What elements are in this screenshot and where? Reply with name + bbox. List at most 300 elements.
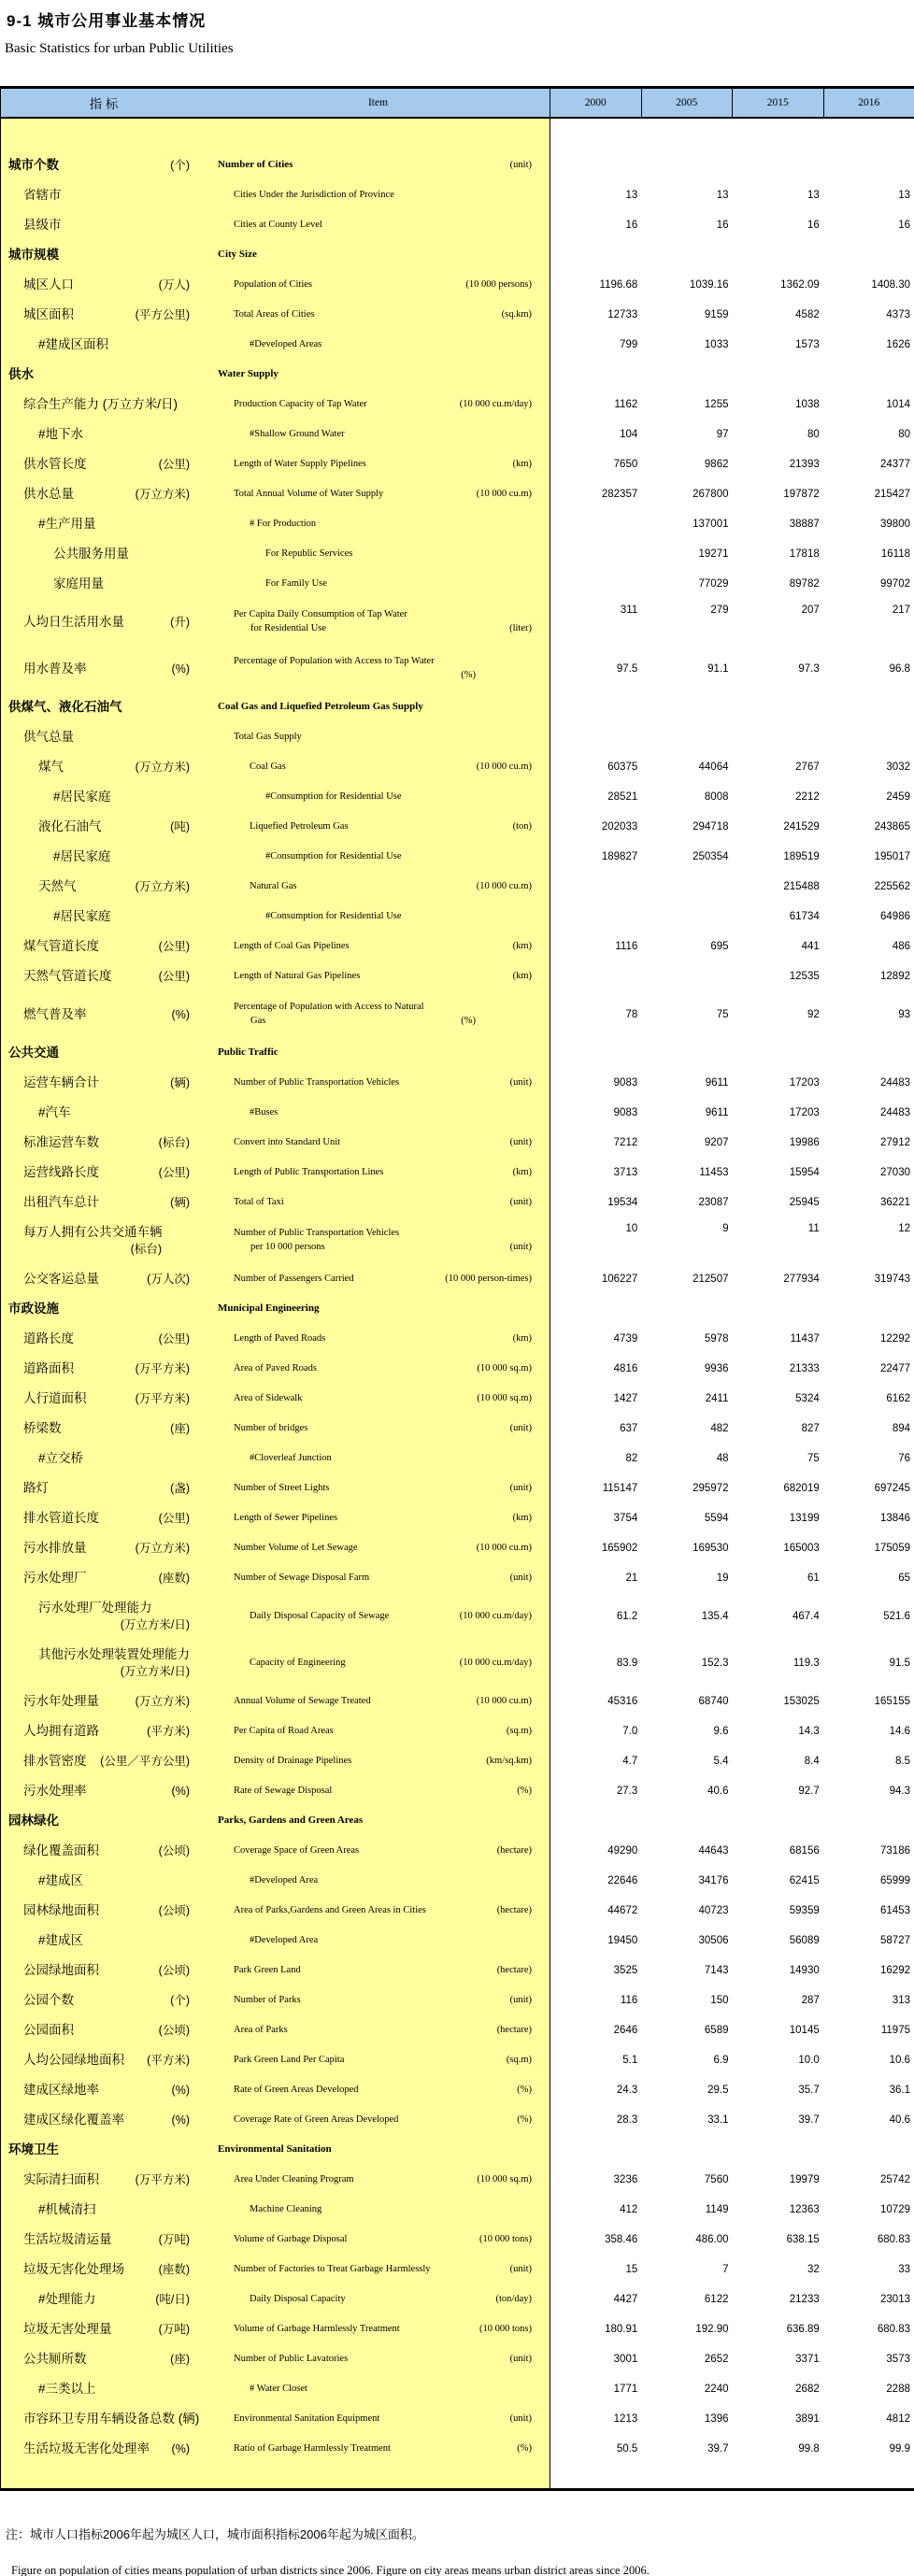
value-cell-2015: 277934 [783,1274,820,1285]
value-cell-2016: 40.6 [889,2114,910,2126]
item-cell [207,902,550,932]
indicator-label-cn: 综合生产能力 (万立方米/日) [23,396,178,411]
indicator-unit-cn: (座数) [158,1571,190,1585]
indicator-cell [1,2284,207,2314]
indicator-label-cn: #三类以上 [38,2381,96,2396]
table-row [1,270,914,300]
indicator-label-cn: 供水管长度 [23,456,87,471]
indicator-cell [1,2255,207,2284]
row-labels [1,300,550,330]
value-cell-2015 [733,1038,823,1068]
item-label-en: City Size [218,249,257,261]
indicator-label-cn: #立交桥 [38,1450,84,1465]
table-row [1,390,914,420]
value-cell-2015: 19986 [789,1137,820,1148]
indicator-label-cn: 供煤气、液化石油气 [8,699,122,714]
value-cell-2015: 16 [807,220,820,231]
item-label-en: Coal Gas and Liquefied Petroleum Gas Supply [218,701,423,713]
item-cell [207,449,550,479]
value-cell-2015 [733,150,823,180]
table-row [1,2374,914,2404]
indicator-unit-cn: (公里) [158,1331,190,1345]
item-unit-en: (10 000 cu.m) [476,761,532,772]
indicator-label-cn: 公园面积 [23,2022,74,2037]
row-labels [1,2225,550,2255]
item-unit-en: (unit) [509,1136,532,1147]
value-cell-2016 [823,1294,914,1324]
indicator-label-cn: 建成区绿地率 [23,2082,99,2097]
item-cell [207,1038,550,1068]
item-cell [207,2045,550,2075]
item-cell [207,1926,550,1956]
table-row [1,1806,914,1836]
value-cell-2015 [733,360,823,390]
item-cell [207,569,550,599]
indicator-label-cn: 污水年处理量 [23,1693,99,1708]
row-labels [1,722,550,752]
indicator-unit-cn: (公顷) [158,1843,190,1857]
item-cell [207,1188,550,1217]
value-cell-2005: 2411 [705,1393,729,1404]
indicator-unit-cn-line2: (万立方米/日) [120,1617,190,1631]
value-cell-2000 [550,722,641,752]
table-row [1,360,914,390]
table-row [1,1158,914,1188]
indicator-cell [1,1354,207,1384]
item-unit-en: (km) [512,1512,532,1523]
table-row [1,692,914,722]
value-cell-2016: 697245 [874,1483,910,1494]
value-cell-2016: 27030 [880,1167,910,1178]
value-cell-2005: 68740 [698,1696,729,1707]
value-cell-2015: 10145 [789,2025,820,2036]
item-cell [207,1533,550,1563]
indicator-cell [1,2075,207,2105]
indicator-cell [1,961,207,991]
row-labels [1,150,550,180]
row-labels [1,1866,550,1896]
item-label-en: Per Capita Daily Consumption of Tap Water [234,609,407,620]
indicator-cell [1,1640,207,1686]
indicator-unit-cn: (万立方米) [135,1694,190,1708]
item-label-en: Environmental Sanitation Equipment [234,2412,380,2424]
value-cell-2015: 467.4 [792,1611,820,1622]
value-cell-2000: 412 [620,2204,638,2215]
item-cell [207,872,550,902]
item-unit-en-line2: (%) [461,670,476,680]
value-cell-2015: 3371 [795,2354,820,2365]
value-cell-2016: 2288 [886,2384,910,2395]
indicator-unit-cn: (个) [170,158,190,172]
item-unit-en: (km) [512,1166,532,1177]
indicator-cell [1,150,207,180]
indicator-cell [1,1776,207,1806]
value-cell-2005: 5978 [704,1333,729,1345]
value-cell-2005: 40.6 [707,1786,729,1797]
indicator-cell [1,2135,207,2165]
row-labels [1,240,550,270]
value-cell-2015: 21333 [789,1363,820,1374]
indicator-unit-cn: (升) [170,615,190,629]
indicator-cell [1,1098,207,1128]
item-label-en: Public Traffic [218,1046,278,1059]
value-cell-2005: 2240 [704,2384,729,2395]
indicator-label-cn: 绿化覆盖面积 [23,1843,99,1857]
indicator-unit-cn: (万平方米) [135,1361,190,1375]
value-cell-2016: 99.9 [889,2443,910,2455]
indicator-unit-cn: (座) [170,2352,190,2366]
indicator-cell [1,2195,207,2225]
value-cell-2005: 75 [716,1009,729,1020]
value-cell-2016: 3032 [886,761,910,773]
value-cell-2000 [550,539,641,569]
item-label-en: Water Supply [218,368,278,380]
item-label-en: For Family Use [265,577,327,589]
indicator-unit-cn: (平方米) [147,1724,190,1738]
table-row [1,991,914,1038]
value-cell-2015: 21393 [789,459,820,470]
item-cell [207,1158,550,1188]
value-cell-2016: 12892 [880,971,910,982]
indicator-unit-cn: (吨/日) [155,2292,190,2306]
indicator-label-cn: 道路长度 [23,1331,74,1345]
row-labels [1,961,550,991]
table-row [1,842,914,872]
indicator-cell [1,2314,207,2344]
table-row [1,300,914,330]
indicator-label-cn: 城市规模 [8,247,59,262]
value-cell-2016 [823,2135,914,2165]
value-cell-2016: 96.8 [889,663,910,675]
item-label-en: Natural Gas [250,880,297,891]
value-cell-2015 [733,1806,823,1836]
value-cell-2015: 13199 [789,1513,820,1524]
item-label-en: Coverage Rate of Green Areas Developed [234,2113,399,2125]
item-label-en: Park Green Land Per Capita [234,2054,345,2065]
indicator-cell [1,1217,207,1264]
item-cell [207,270,550,300]
indicator-cell [1,569,207,599]
table-row [1,646,914,692]
table-row [1,599,914,646]
indicator-cell [1,270,207,300]
item-label-en: Rate of Sewage Disposal [234,1785,333,1796]
value-cell-2015: 1038 [795,399,820,410]
table-row [1,1473,914,1503]
item-unit-en: (km) [512,1332,532,1344]
indicator-unit-cn: (%) [171,2113,190,2127]
indicator-label-cn: 运营线路长度 [23,1164,99,1179]
indicator-unit-cn: (万立方米) [135,879,190,893]
item-label-en: Number of Cities [218,159,293,171]
item-cell [207,1098,550,1128]
table-row [1,2135,914,2165]
indicator-unit-cn: (公里) [158,939,190,953]
indicator-label-cn: 城区面积 [23,306,74,321]
indicator-label-cn: 实际清扫面积 [23,2171,99,2186]
row-labels [1,692,550,722]
item-unit-en: (10 000 cu.m) [476,1695,532,1706]
item-label-en: Coal Gas [250,761,286,772]
table-row [1,2434,914,2464]
indicator-unit-cn: (%) [171,2083,190,2097]
value-cell-2005 [641,360,732,390]
value-cell-2000: 799 [620,339,638,350]
indicator-cell [1,1324,207,1354]
indicator-label-cn: 煤气管道长度 [23,938,99,953]
row-labels [1,752,550,782]
value-cell-2000: 180.91 [605,2324,638,2335]
value-cell-2005: 33.1 [707,2114,729,2126]
row-labels [1,902,550,932]
table-row [1,2015,914,2045]
item-unit-en: (sq.m) [506,2054,532,2065]
value-cell-2000: 3713 [613,1167,638,1178]
value-cell-2016: 10729 [880,2204,910,2215]
value-cell-2016: 80 [898,429,910,440]
table-row [1,150,914,180]
indicator-unit-cn: (辆) [170,1075,190,1089]
value-cell-2016: 13 [898,190,910,201]
indicator-label-cn: 人行道面积 [23,1390,87,1405]
row-labels [1,812,550,842]
indicator-label-cn: 道路面积 [23,1360,74,1375]
indicator-label-cn: 用水普及率 [23,661,87,676]
indicator-cell [1,1038,207,1068]
row-labels [1,1746,550,1776]
item-label-en: #Buses [250,1106,278,1117]
indicator-label-cn: 标准运营车数 [23,1134,99,1149]
table-row [1,1776,914,1806]
indicator-label-cn: 液化石油气 [38,818,102,833]
value-cell-2005 [641,902,732,932]
indicator-cell [1,932,207,961]
value-cell-2000: 115147 [602,1483,638,1494]
value-cell-2016: 6162 [886,1393,910,1404]
item-unit-en: (km/sq.km) [486,1755,532,1766]
item-cell [207,2165,550,2195]
item-label-en: Area Under Cleaning Program [234,2173,354,2185]
item-label-en: Area of Sidewalk [234,1392,303,1403]
row-labels [1,2045,550,2075]
value-cell-2005: 9862 [704,459,729,470]
item-unit-en: (hectare) [496,1844,532,1856]
indicator-label-cn: 天然气管道长度 [23,968,112,983]
value-cell-2000: 282357 [601,489,638,500]
item-label-en: Length of Paved Roads [234,1332,326,1344]
value-cell-2016: 319743 [874,1274,910,1285]
value-cell-2015: 636.89 [786,2324,820,2335]
value-cell-2016: 486 [892,941,910,952]
table-row [1,1593,914,1640]
indicator-cell [1,300,207,330]
item-cell [207,1414,550,1444]
item-unit-en: (unit) [509,2353,532,2364]
value-cell-2005: 5.4 [713,1756,729,1767]
item-cell [207,1264,550,1294]
value-cell-2005: 486.00 [695,2234,729,2245]
table-row [1,1068,914,1098]
value-cell-2000: 189827 [601,851,638,862]
table-row [1,2075,914,2105]
value-cell-2015: 827 [801,1423,820,1434]
value-cell-2000: 116 [620,1995,638,2006]
item-cell [207,1473,550,1503]
value-cell-2015: 4582 [795,309,820,320]
value-cell-2016: 91.5 [889,1658,910,1669]
value-cell-2000 [550,240,641,270]
header-year-2016: 2016 [858,97,880,108]
indicator-cell [1,1593,207,1640]
item-cell [207,2015,550,2045]
value-cell-2005: 7 [722,2264,729,2275]
item-cell [207,1354,550,1384]
item-label-en: #Developed Areas [250,338,322,349]
value-cell-2005: 6589 [704,2025,729,2036]
value-cell-2005: 2652 [704,2354,729,2365]
item-cell [207,1776,550,1806]
item-label-en: Park Green Land [234,1964,301,1975]
item-label-en: Capacity of Engineering [250,1657,346,1668]
indicator-unit-cn: (公里) [158,457,190,471]
value-cell-2016: 36.1 [889,2085,910,2096]
item-cell [207,2374,550,2404]
indicator-unit-cn: (辆) [170,1195,190,1209]
table-row [1,240,914,270]
item-label-en: #Consumption for Residential Use [265,850,402,861]
value-cell-2005: 11453 [699,1167,729,1178]
statistics-table [0,86,914,2491]
indicator-cell [1,2404,207,2434]
value-cell-2015: 15954 [789,1167,820,1178]
header-year-2000: 2000 [550,89,642,117]
row-labels [1,2434,550,2464]
item-label-en-line2: for Residential Use [250,623,327,633]
table-row [1,2165,914,2195]
table-row [1,420,914,449]
value-cell-2000: 82 [625,1453,638,1464]
indicator-cell [1,1158,207,1188]
value-cell-2005: 9611 [705,1077,729,1089]
value-cell-2015: 61734 [789,911,820,922]
value-cell-2005: 9.6 [713,1726,729,1737]
item-cell [207,722,550,752]
indicator-unit-cn: (万立方米) [135,487,190,501]
value-cell-2000: 27.3 [616,1786,638,1797]
item-label-en: Number of Public Transportation Vehicles [234,1228,400,1239]
item-unit-en: (10 000 sq.m) [477,1362,532,1373]
indicator-unit-cn: (%) [171,662,190,676]
item-cell [207,1294,550,1324]
value-cell-2005 [641,961,732,991]
value-cell-2016: 175059 [874,1543,910,1554]
value-cell-2016: 3573 [886,2354,910,2365]
value-cell-2000: 50.5 [616,2443,638,2455]
indicator-cell [1,2015,207,2045]
value-cell-2016: 22477 [880,1363,910,1374]
item-label-en: Number of Factories to Treat Garbage Harmlessly [234,2263,431,2274]
value-cell-2016: 36221 [880,1197,910,1208]
indicator-cell [1,240,207,270]
row-labels [1,1836,550,1866]
item-label-en: Daily Disposal Capacity [250,2293,346,2304]
item-unit-en-line2: (liter) [509,623,532,633]
indicator-label-cn: 供水 [8,366,34,381]
item-cell [207,2195,550,2225]
row-labels [1,2165,550,2195]
indicator-label-cn: #机械清扫 [38,2201,96,2216]
item-label-en: #Consumption for Residential Use [265,910,402,921]
value-cell-2015: 5324 [795,1393,820,1404]
item-unit-en: (10 000 cu.m) [476,1542,532,1553]
indicator-cell [1,812,207,842]
indicator-unit-cn: (公里) [158,969,190,983]
value-cell-2000: 60375 [607,761,638,773]
value-cell-2000: 12733 [607,309,638,320]
value-cell-2000: 61.2 [616,1611,638,1622]
value-cell-2016: 76 [898,1453,910,1464]
value-cell-2015: 165003 [783,1543,820,1554]
item-cell [207,2344,550,2374]
value-cell-2016: 521.6 [883,1611,910,1622]
value-cell-2005: 482 [710,1423,729,1434]
row-labels [1,2314,550,2344]
row-labels [1,2404,550,2434]
indicator-cell [1,2434,207,2464]
value-cell-2005: 137001 [693,519,729,530]
row-labels [1,646,550,692]
table-row [1,569,914,599]
item-cell [207,1593,550,1640]
value-cell-2000: 1427 [613,1393,638,1404]
item-unit-en: (unit) [509,1572,532,1583]
indicator-cell [1,2344,207,2374]
value-cell-2005: 91.1 [707,663,729,675]
item-cell [207,2404,550,2434]
table-row [1,752,914,782]
item-cell [207,1866,550,1896]
row-labels [1,1068,550,1098]
row-labels [1,599,550,646]
table-row [1,2045,914,2075]
item-cell [207,300,550,330]
value-cell-2015: 197872 [783,489,820,500]
item-cell [207,2284,550,2314]
value-cell-2000 [550,692,641,722]
item-cell [207,240,550,270]
row-labels [1,210,550,240]
table-row [1,902,914,932]
item-label-en: Length of Coal Gas Pipelines [234,940,350,951]
value-cell-2015: 14.3 [798,1726,820,1737]
value-cell-2015 [733,722,823,752]
value-cell-2005: 267800 [693,489,729,500]
item-label-en: Coverage Space of Green Areas [234,1844,360,1856]
table-row [1,2105,914,2135]
indicator-label-cn: 污水处理率 [23,1783,87,1798]
indicator-cell [1,872,207,902]
indicator-unit-cn: (万人次) [147,1272,190,1286]
indicator-label-cn: 生活垃圾无害化处理率 [23,2441,150,2455]
row-labels [1,509,550,539]
value-cell-2016: 61453 [880,1905,910,1916]
value-cell-2016: 93 [898,1009,910,1020]
value-cell-2000 [550,569,641,599]
value-cell-2005: 150 [710,1995,729,2006]
indicator-label-cn: 燃气普及率 [23,1006,87,1021]
value-cell-2015: 441 [801,941,820,952]
item-cell [207,991,550,1038]
